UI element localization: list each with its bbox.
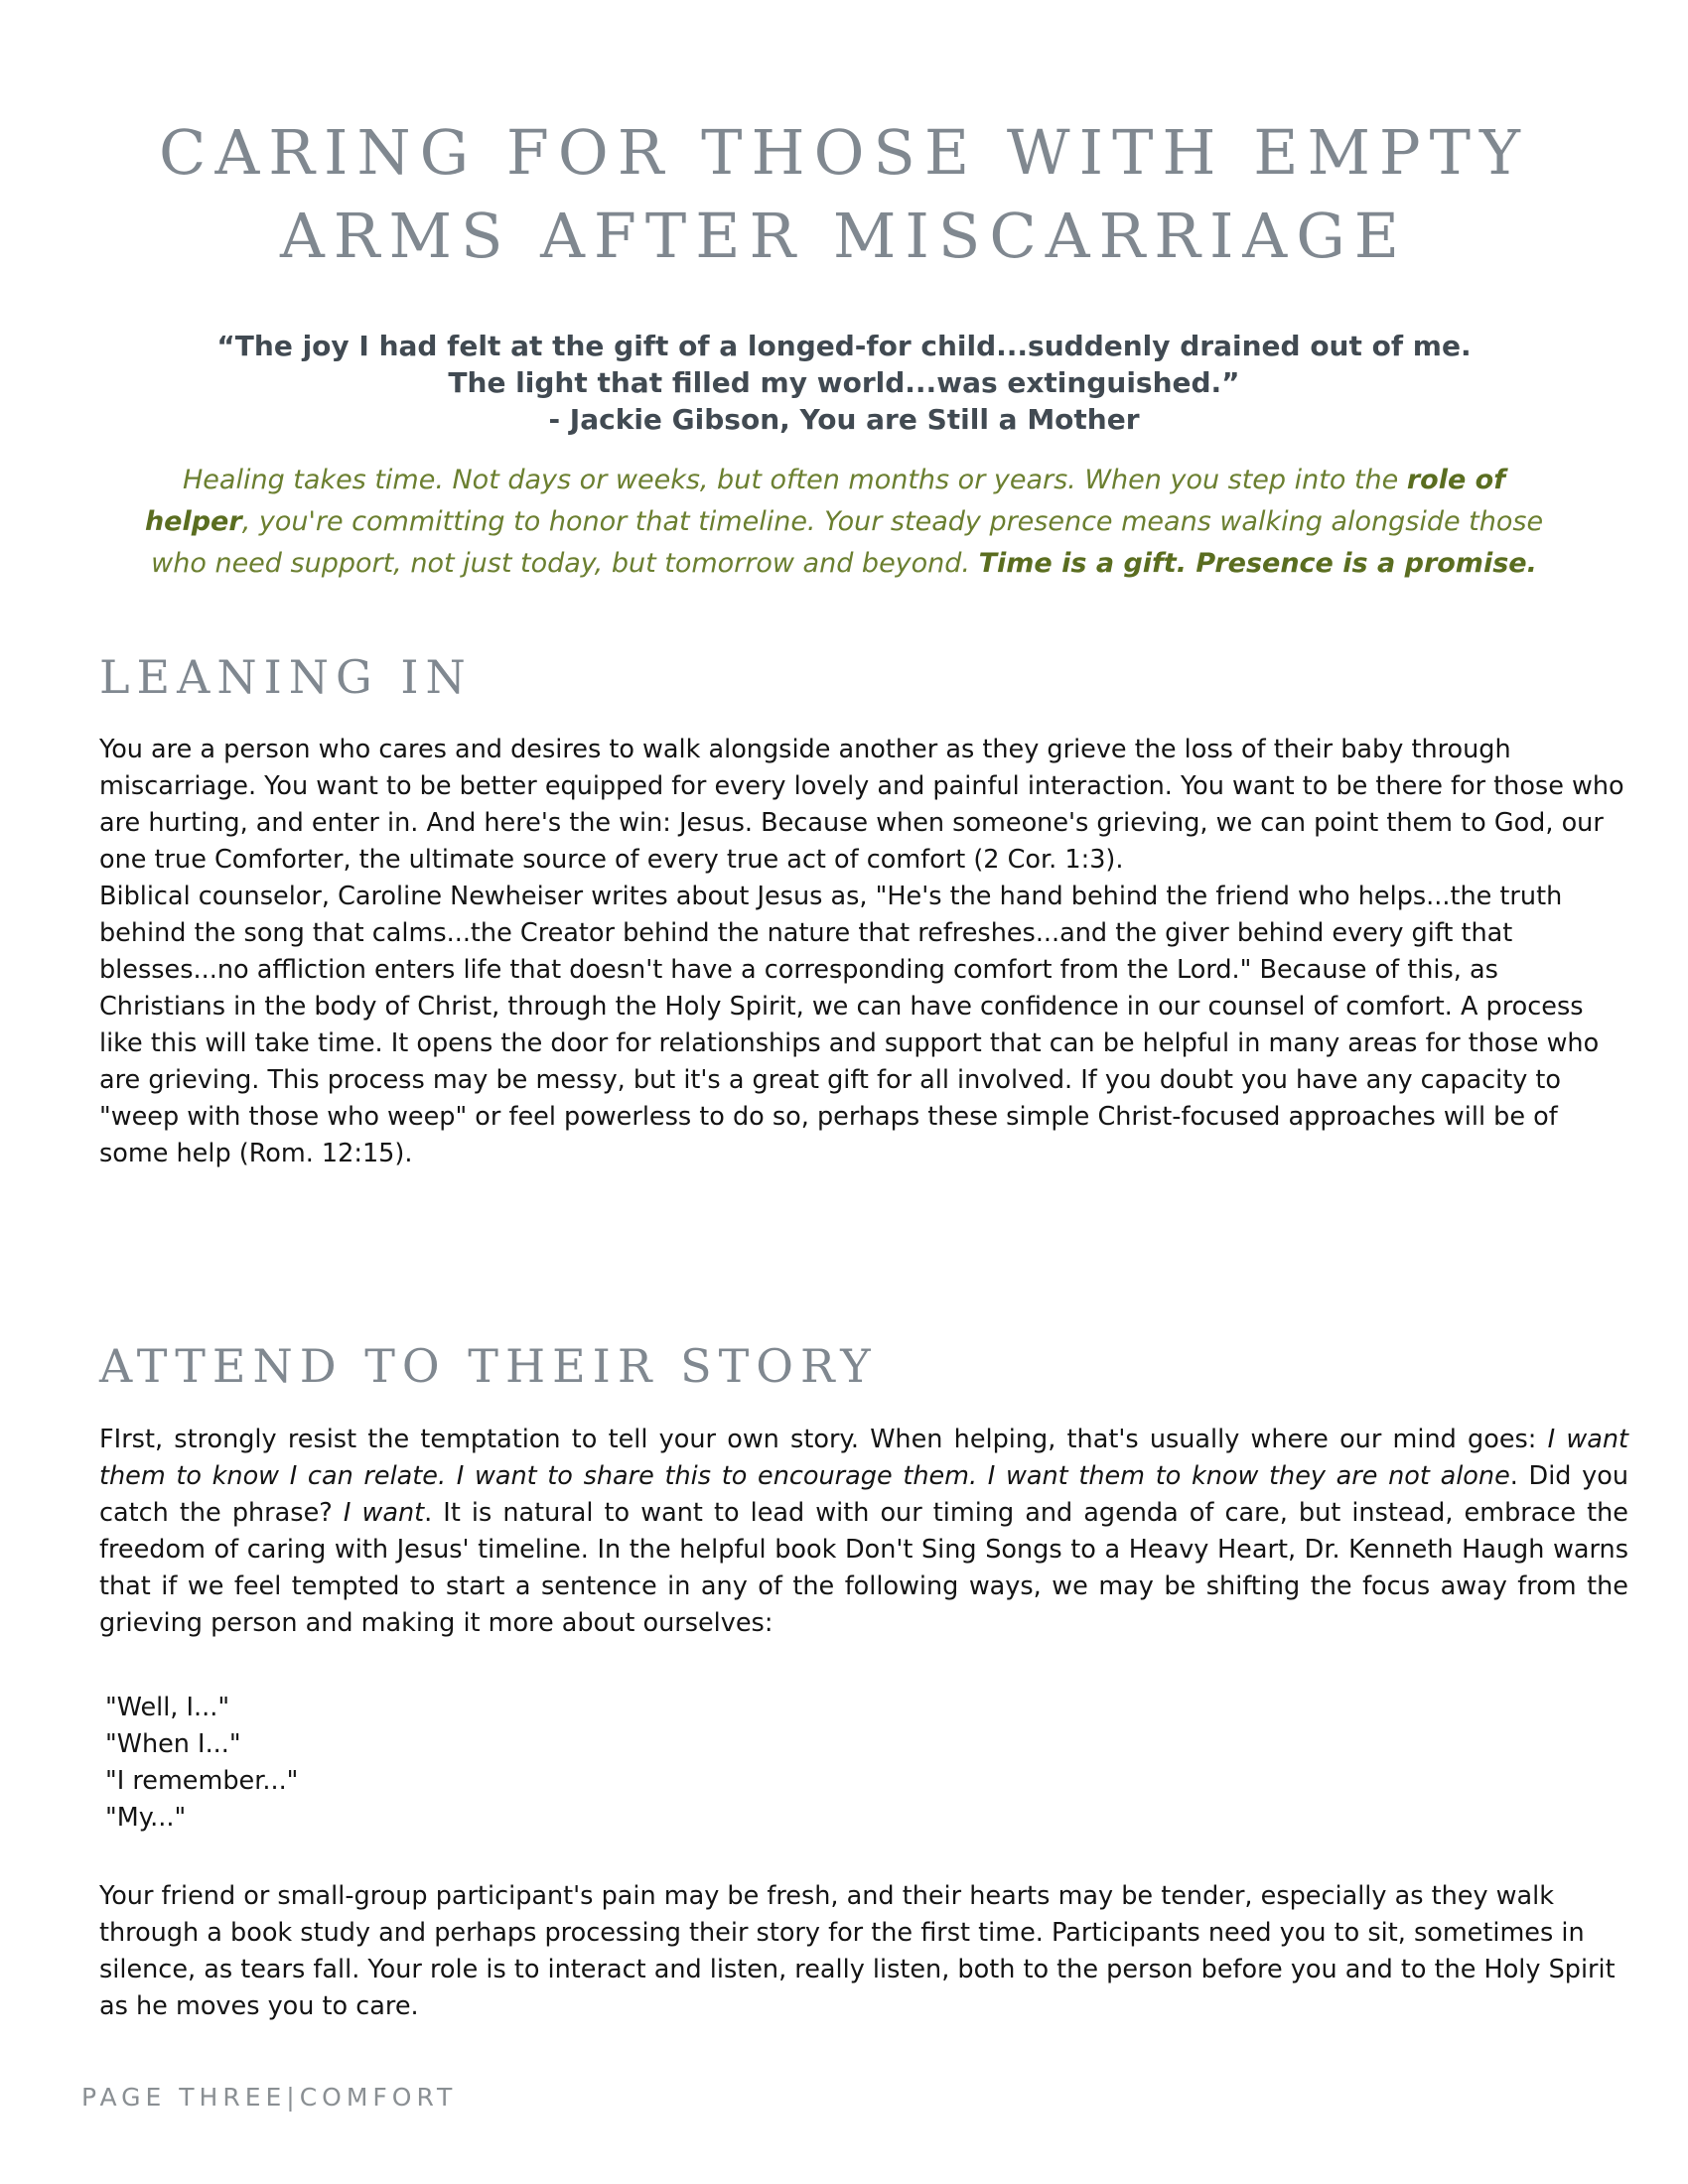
section-heading-leaning-in: LEANING IN	[99, 650, 473, 704]
intro-paragraph	[139, 460, 1549, 585]
phrase-list	[105, 1690, 298, 1837]
intro-bold-1: role of helper	[144, 465, 1505, 537]
attend-text-a: FIrst, strongly resist the temptation to tell your own story. When helping, that's usually where our mind goes:	[99, 1425, 1548, 1454]
intro-bold-2: Time is a gift. Presence is a promise.	[978, 548, 1537, 579]
closing-body	[99, 1878, 1628, 2025]
list-item: "My..."	[105, 1803, 187, 1833]
list-item: "When I..."	[105, 1729, 241, 1759]
quote-line-1: “The joy I had felt at the gift of a longed-for child...suddenly drained out of me.	[216, 330, 1472, 362]
attend-italic-a: I want them to know I can relate. I want to share this to encourage them. I want them to know they are not alone	[99, 1425, 1628, 1491]
quote-attribution: - Jackie Gibson, You are Still a Mother	[548, 403, 1140, 436]
attend-paragraph-1	[99, 1422, 1628, 1642]
page-title	[99, 111, 1589, 278]
section-heading-attend: ATTEND TO THEIR STORY	[99, 1339, 878, 1393]
list-item: "Well, I..."	[105, 1693, 230, 1722]
page-footer: PAGE THREE|COMFORT	[81, 2083, 458, 2112]
intro-text-1: Healing takes time. Not days or weeks, but often months or years. When you step into the	[183, 465, 1407, 495]
quote-line-2: The light that filled my world...was extinguished.”	[448, 366, 1240, 399]
leaning-in-paragraph-2: Biblical counselor, Caroline Newheiser writes about Jesus as, "He's the hand behind the friend who helps...the truth behind the song that calms...the Creator behind the nature that refreshes...and the giver behind every gift that blesses...no affliction enters life that doesn't have a corresponding comfort from the Lord." Because of this, as Christians in the body of Christ, through the Holy Spirit, we can have confidence in our counsel of comfort. A process like this will take time. It opens the door for relationships and support that can be helpful in many areas for those who are grieving. This process may be messy, but it's a great gift for all involved. If you doubt you have any capacity to "weep with those who weep" or feel powerless to do so, perhaps these simple Christ-focused approaches will be of some help (Rom. 12:15).	[99, 882, 1600, 1168]
leaning-in-body	[99, 732, 1628, 1172]
title-line-2: ARMS AFTER MISCARRIAGE	[280, 200, 1408, 272]
title-line-1: CARING FOR THOSE WITH EMPTY	[159, 116, 1529, 189]
opening-quote	[159, 328, 1529, 438]
intro-text-2: , you're committing to honor that timeline. Your steady presence means walking alongside those who need support, not just today, but tomorrow and beyond.	[151, 506, 1544, 579]
list-item: "I remember..."	[105, 1766, 299, 1796]
attend-italic-b: I want	[343, 1498, 425, 1528]
attend-text-b: . Did you catch the phrase?	[99, 1461, 1628, 1528]
leaning-in-paragraph-1: You are a person who cares and desires to walk alongside another as they grieve the loss of their baby through miscarriage. You want to be better equipped for every lovely and painful interaction. You want to be there for those who are hurting, and enter in. And here's the win: Jesus. Because when someone's grieving, we can point them to God, our one true Comforter, the ultimate source of every true act of comfort (2 Cor. 1:3).	[99, 735, 1624, 875]
attend-body	[99, 1422, 1628, 1642]
closing-paragraph: Your friend or small-group participant's pain may be fresh, and their hearts may be tender, especially as they walk through a book study and perhaps processing their story for the first time. Participants need you to sit, sometimes in silence, as tears fall. Your role is to interact and listen, really listen, both to the person before you and to the Holy Spirit as he moves you to care.	[99, 1881, 1616, 2021]
attend-text-c: . It is natural to want to lead with our timing and agenda of care, but instead, embrace the freedom of caring with Jesus' timeline. In the helpful book Don't Sing Songs to a Heavy Heart, Dr. Kenneth Haugh warns that if we feel tempted to start a sentence in any of the following ways, we may be shifting the focus away from the grieving person and making it more about ourselves:	[99, 1498, 1628, 1638]
